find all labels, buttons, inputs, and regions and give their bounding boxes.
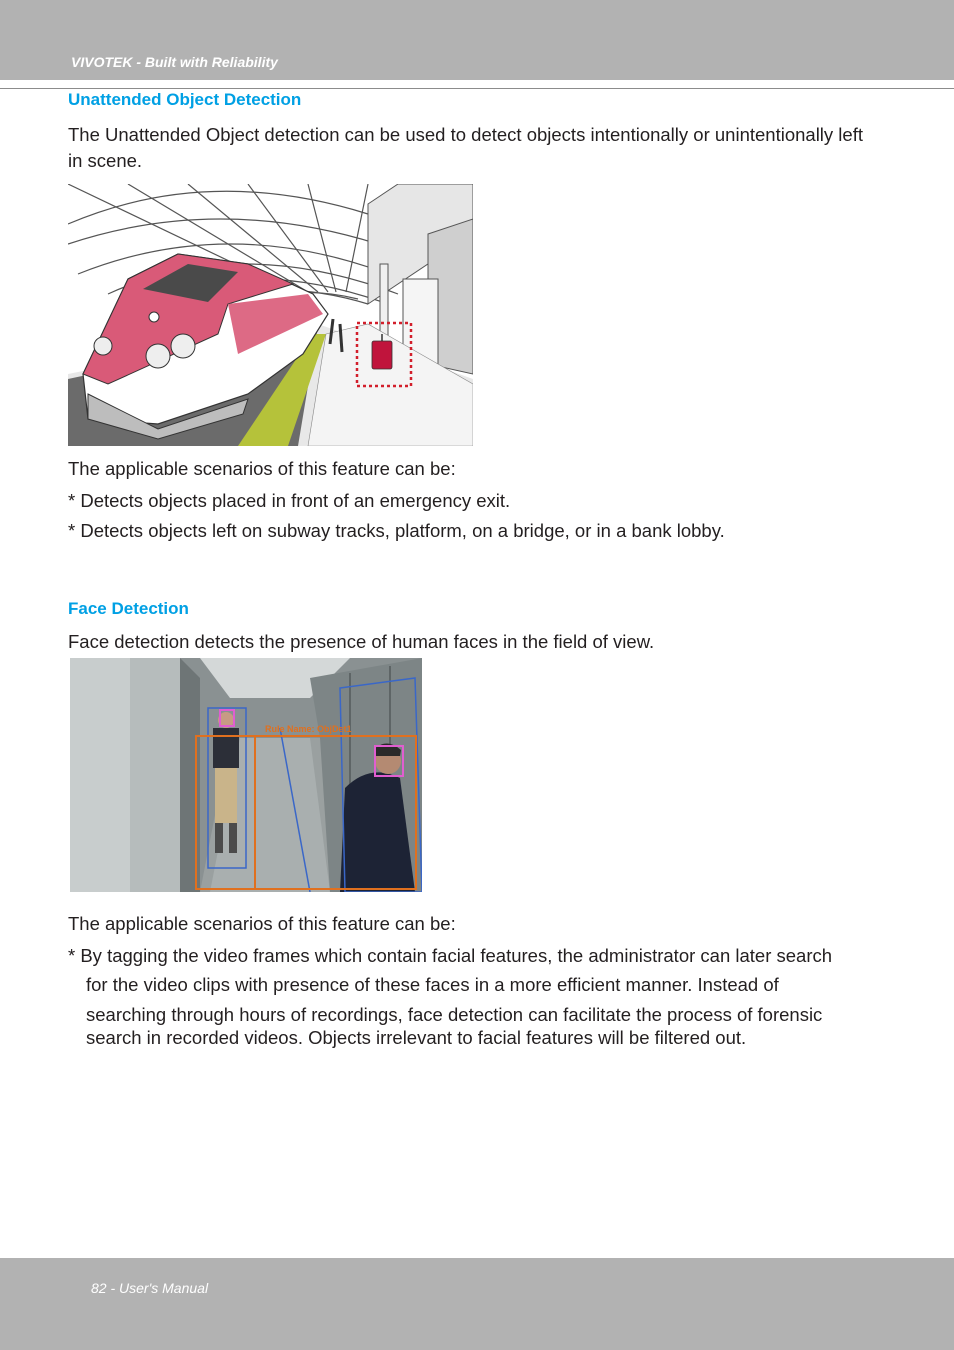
train-platform-illustration <box>68 184 473 446</box>
unattended-bullet-1: * Detects objects placed in front of an emergency exit. <box>68 490 511 511</box>
unattended-scenarios-label: The applicable scenarios of this feature can be: <box>68 458 456 479</box>
face-bullet-line-2: for the video clips with presence of these faces in a more efficient manner. Instead of <box>86 974 779 995</box>
face-scenarios-label: The applicable scenarios of this feature can be: <box>68 913 456 934</box>
face-intro: Face detection detects the presence of human faces in the field of view. <box>68 631 655 652</box>
face-bullet-line-4: search in recorded videos. Objects irrelevant to facial features will be filtered out. <box>86 1027 747 1048</box>
face-bullet-line-1: * By tagging the video frames which contain facial features, the administrator can later search <box>68 945 833 966</box>
footer-band <box>0 1258 954 1350</box>
face-detection-photo <box>70 658 422 892</box>
header-divider <box>0 88 954 89</box>
brand-label: VIVOTEK - Built with Reliability <box>71 54 278 70</box>
section-title-unattended: Unattended Object Detection <box>68 90 302 109</box>
unattended-bullet-2: * Detects objects left on subway tracks, platform, on a bridge, or in a bank lobby. <box>68 520 725 541</box>
section-title-face: Face Detection <box>68 599 189 618</box>
overlay-rule-label: Rule Name: ObjDet1 <box>265 724 352 734</box>
unattended-intro: The Unattended Object detection can be used to detect objects intentionally or unintentionally left in scene. <box>68 124 863 171</box>
face-bullet-line-3: searching through hours of recordings, face detection can facilitate the process of forensic <box>86 1004 823 1025</box>
page-number-label: 82 - User's Manual <box>91 1280 209 1296</box>
